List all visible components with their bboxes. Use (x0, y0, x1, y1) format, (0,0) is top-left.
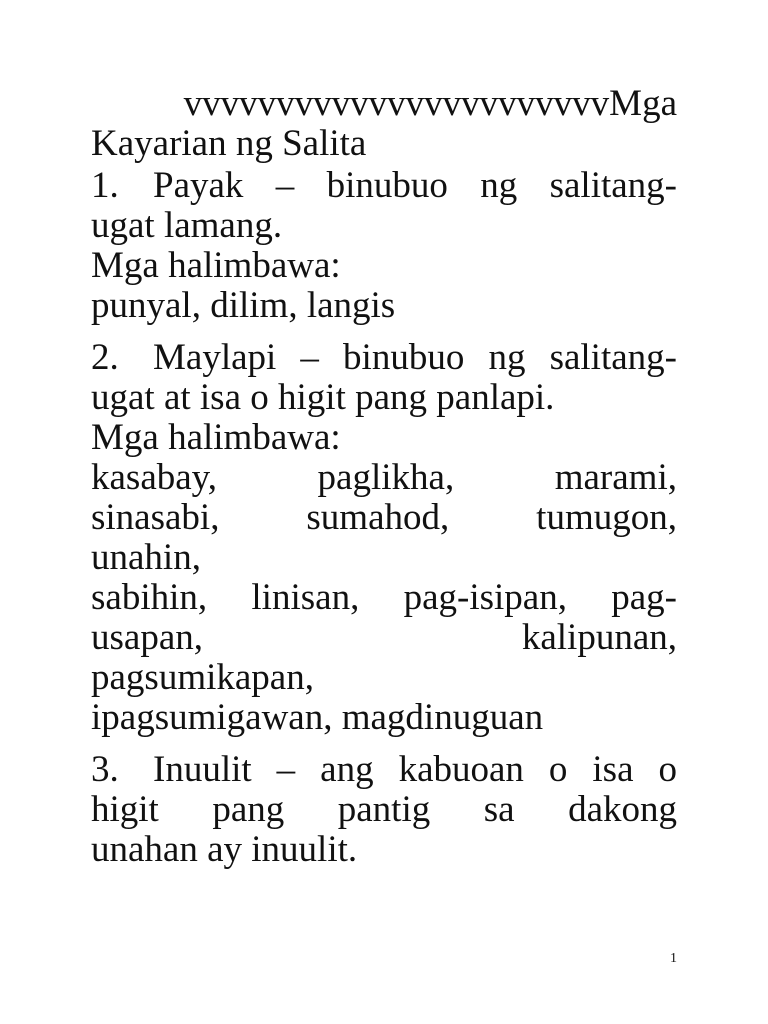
section-3-heading-line-3: unahan ay inuulit. (91, 829, 358, 870)
section-2-example-line: ipagsumigawan, magdinuguan (91, 697, 544, 738)
section-1-heading-line-1 (91, 166, 677, 206)
section-3-heading-line-1 (91, 750, 677, 790)
page-number: 1 (670, 951, 677, 966)
section-2-example-line: usapan, kalipunan, (91, 617, 677, 658)
section-2-examples-label: Mga halimbawa: (91, 417, 341, 458)
section-3-number: 3. (91, 749, 119, 790)
section-1-number: 1. (91, 165, 119, 206)
document-title-line-1: vvvvvvvvvvvvvvvvvvvvvvvMga (183, 83, 677, 124)
section-2-heading-line-2: ugat at isa o higit pang panlapi. (91, 377, 555, 418)
section-1 (91, 166, 677, 326)
section-3-heading-line-2: higit pang pantig sa dakong (91, 789, 677, 830)
section-3 (91, 750, 677, 870)
section-1-examples-label: Mga halimbawa: (91, 245, 341, 286)
section-1-heading-text: Payak – binubuo ng salitang- (153, 165, 677, 206)
section-2-example-line: unahin, (91, 537, 201, 578)
section-1-example-line: punyal, dilim, langis (91, 285, 396, 326)
section-2 (91, 338, 677, 738)
section-3-heading-text: Inuulit – ang kabuoan o isa o (153, 749, 677, 790)
document-title-line-2: Kayarian ng Salita (91, 123, 367, 164)
section-2-heading-line-1 (91, 338, 677, 378)
section-2-example-line: sinasabi, sumahod, tumugon, (91, 497, 677, 538)
section-2-example-line: pagsumikapan, (91, 657, 314, 698)
section-2-example-line: sabihin, linisan, pag-isipan, pag- (91, 577, 677, 618)
section-2-number: 2. (91, 337, 119, 378)
section-1-heading-line-2: ugat lamang. (91, 205, 283, 246)
document-page (91, 84, 677, 870)
section-2-example-line: kasabay, paglikha, marami, (91, 457, 677, 498)
section-2-heading-text: Maylapi – binubuo ng salitang- (153, 337, 677, 378)
